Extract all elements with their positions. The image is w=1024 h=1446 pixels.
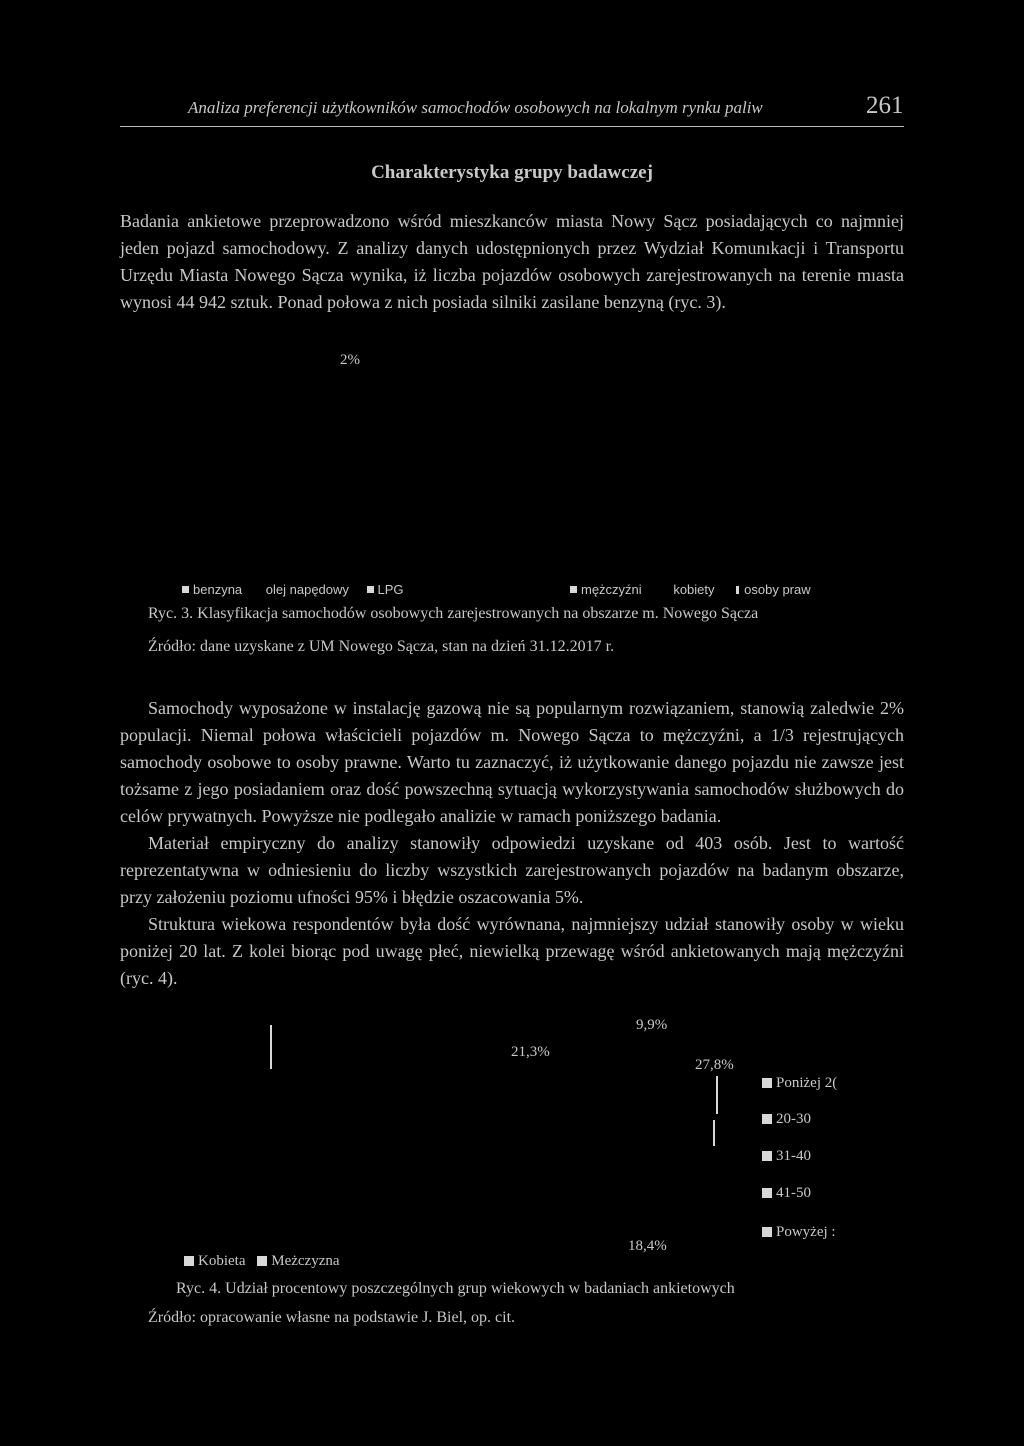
- fig4-label-27-8: 27,8%: [695, 1057, 734, 1073]
- paragraph-text: Badania ankietowe przeprowadzono wśród mieszkanców miasta Nowy Sącz posiadających co najmniej jeden pojazd samochodowy. Z analizy danych udostępnionych przez Wydział Komunıkacji i Transportu Urzędu Miasta Nowego Sącza wynika, iż liczba pojazdów osobowych zarejestrowanych na terenie mıasta wynosi 44 942 sztuk. Ponad połowa z nich posiada silniki zasilane benzyną (ryc. 3).: [120, 211, 904, 312]
- fig4-legend-item-2: 20-30: [762, 1111, 811, 1128]
- legend-item-benzyna: benzyna: [182, 582, 242, 597]
- paragraph-text: Struktura wiekowa respondentów była dość wyrównana, najmniejszy udział stanowiły osoby w wieku poniżej 20 lat. Z kolei biorąc pod uwagę płeć, niewielką przewagę wśród ankietowanych mają mężczyźni (ryc. 4).: [120, 914, 904, 988]
- fig4-left-chart-edge: [270, 1025, 272, 1069]
- fig4-caption: Ryc. 4. Udział procentowy poszczególnych grup wiekowych w badaniach ankietowych: [176, 1280, 735, 1297]
- fig3-caption: Ryc. 3. Klasyfikacja samochodów osobowych zarejestrowanych na obszarze m. Nowego Sącza: [148, 605, 759, 622]
- fig4-legend-item-3: 31-40: [762, 1148, 811, 1165]
- legend-swatch: [257, 1256, 267, 1266]
- legend-item-osoby-prawne: osoby praw: [736, 582, 810, 597]
- fig3-legend-left: [182, 582, 404, 597]
- legend-swatch: [762, 1114, 772, 1124]
- legend-item-mezczyzna: Meżczyzna: [257, 1253, 339, 1269]
- legend-swatch: [762, 1151, 772, 1161]
- legend-item-olej: olej napędowy: [265, 582, 349, 597]
- legend-swatch: [367, 586, 374, 593]
- legend-item-mezczyzni: mężczyźni: [570, 582, 642, 597]
- legend-swatch: [182, 586, 189, 593]
- fig4-label-9-9: 9,9%: [636, 1017, 668, 1033]
- legend-item-lpg: LPG: [367, 582, 404, 597]
- fig4-slice-edge: [713, 1120, 715, 1146]
- fig3-data-label-2pct: 2%: [340, 352, 360, 368]
- legend-item-kobieta: Kobieta: [184, 1253, 245, 1269]
- fig4-label-18-4: 18,4%: [628, 1238, 667, 1254]
- legend-swatch: [762, 1188, 772, 1198]
- fig4-legend-left: [184, 1253, 340, 1270]
- body-paragraphs: [120, 695, 904, 992]
- legend-swatch: [762, 1227, 772, 1237]
- legend-item-kobiety: kobiety: [673, 582, 715, 597]
- fig4-legend-item-4: 41-50: [762, 1185, 811, 1202]
- fig4-label-21-3: 21,3%: [511, 1044, 550, 1060]
- running-header-title: Analiza preferencji użytkowników samochodów osobowych na lokalnym rynku paliw: [188, 98, 763, 117]
- fig4-source: Źródło: opracowanie własne na podstawie J. Biel, op. cit.: [148, 1309, 516, 1326]
- legend-swatch: [570, 586, 577, 593]
- fig3-source: Źródło: dane uzyskane z UM Nowego Sącza, stan na dzień 31.12.2017 r.: [148, 638, 615, 655]
- section-title: Charakterystyka grupy badawczej: [371, 162, 653, 183]
- paragraph-text: Samochody wyposażone w instalację gazową nie są popularnym rozwiązaniem, stanowią zaledwie 2% populacji. Niemal połowa właścicieli pojazdów m. Nowego Sącza to mężczyźni, a 1/3 rejestrujących samochody osobowe to osoby prawne. Warto tu zaznaczyć, iż użytkowanie danego pojazdu nie zawsze jest tożsame z jego posiadaniem oraz dość powszechną sytuacją wykorzystywania samochodów służbowych do celów prywatnych. Powyższe nie podlegało analizie w ramach poniższego badania.: [120, 698, 904, 826]
- legend-swatch: [762, 1078, 772, 1088]
- fig3-legend-right: [570, 582, 811, 597]
- page-number: 261: [866, 92, 904, 119]
- legend-swatch: [736, 586, 739, 594]
- fig4-legend-item-1: Poniżej 2(: [762, 1075, 837, 1092]
- header-rule: [120, 126, 904, 127]
- intro-paragraph: [120, 208, 904, 316]
- legend-swatch: [184, 1256, 194, 1266]
- fig4-slice-edge: [716, 1076, 718, 1114]
- paragraph-text: Materiał empiryczny do analizy stanowiły odpowiedzi uzyskane od 403 osób. Jest to wartość reprezentatywna w odniesieniu do liczby wszystkich zarejestrowanych pojazdów na badanym obszarze, przy założeniu poziomu ufności 95% i błędzie oszacowania 5%.: [120, 833, 904, 907]
- fig4-legend-item-5: Powyżej :: [762, 1224, 836, 1241]
